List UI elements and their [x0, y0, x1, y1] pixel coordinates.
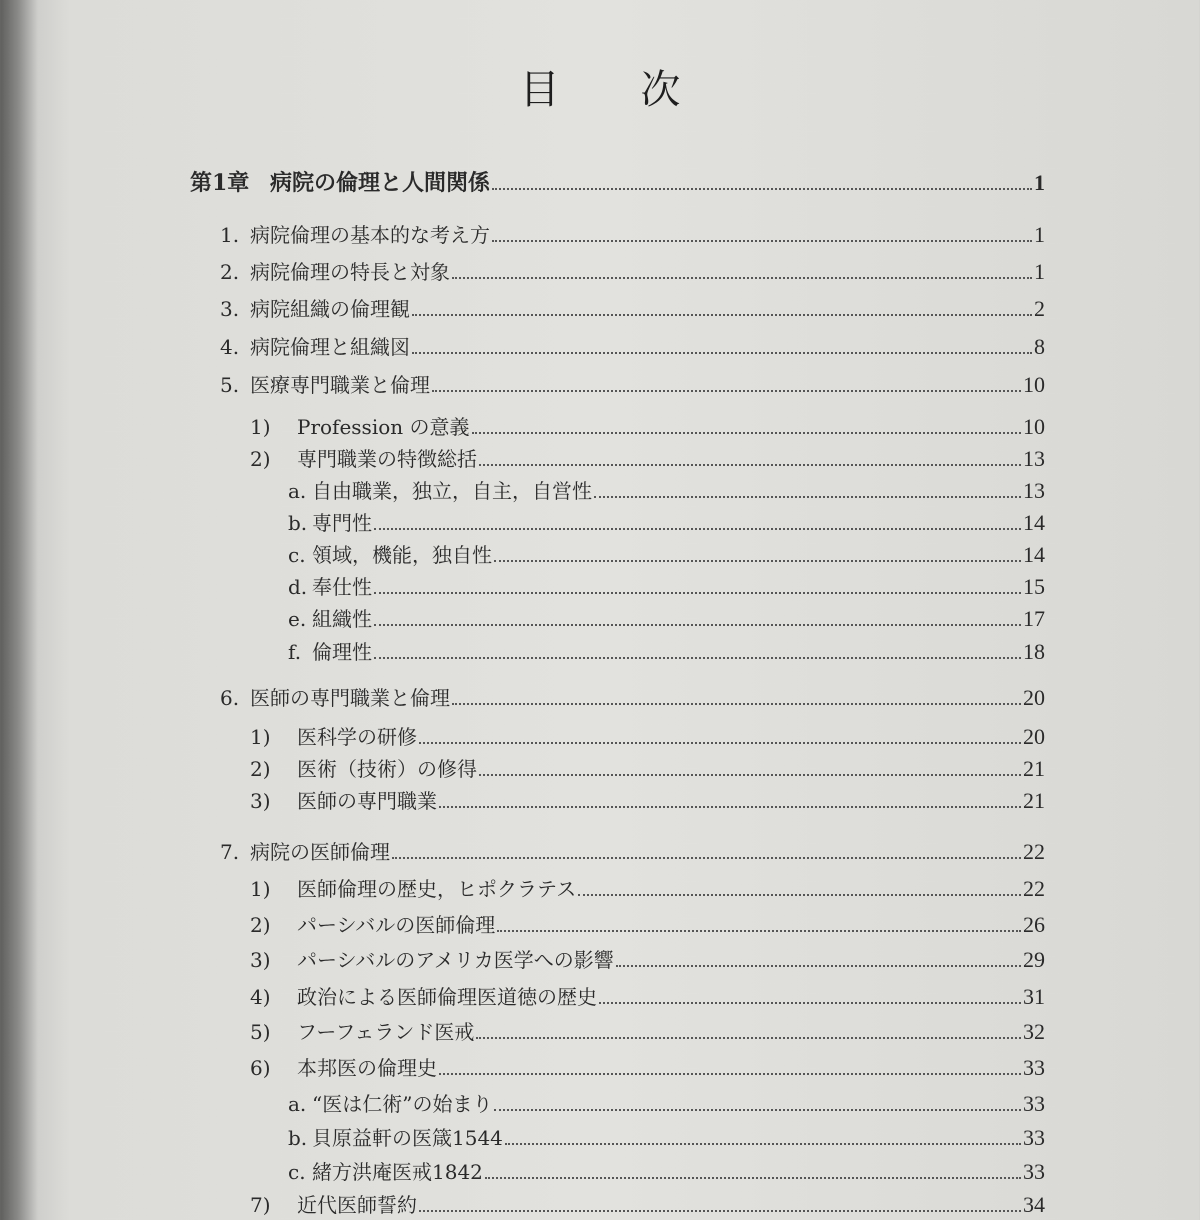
- toc-entry: [250, 1017, 1045, 1047]
- entry-number: 3): [250, 789, 271, 813]
- entry-number: 2): [250, 913, 271, 937]
- entry-page-number: 13: [1023, 446, 1045, 471]
- entry-page-number: 22: [1023, 839, 1045, 864]
- entry-title: 病院倫理と組織図: [250, 335, 410, 359]
- entry-number: c.: [288, 543, 306, 567]
- entry-title: 医科学の研修: [297, 725, 417, 749]
- entry-page-number: 15: [1023, 574, 1045, 599]
- toc-entry: [288, 572, 1045, 602]
- entry-number: 3.: [220, 297, 240, 321]
- entry-title: パーシバルの医師倫理: [297, 913, 496, 937]
- toc-entry: [288, 604, 1045, 634]
- entry-title: “医は仁術”の始まり: [312, 1092, 493, 1116]
- toc-entry: [288, 1157, 1045, 1187]
- entry-title: 医師の専門職業と倫理: [250, 686, 450, 710]
- toc-entry: [250, 1053, 1045, 1083]
- dot-leader: [452, 277, 1032, 279]
- dot-leader: [374, 592, 1021, 594]
- toc-entry: [190, 168, 1045, 198]
- dot-leader: [439, 806, 1021, 808]
- entry-page-number: 2: [1034, 296, 1045, 321]
- entry-number: 2): [250, 447, 271, 471]
- entry-number: 6.: [220, 686, 240, 710]
- dot-leader: [492, 188, 1032, 190]
- entry-title: 医術（技術）の修得: [297, 757, 477, 781]
- entry-page-number: 14: [1023, 510, 1045, 535]
- toc-entry: [288, 1123, 1045, 1153]
- entry-page-number: 22: [1023, 876, 1045, 901]
- toc-entry: [220, 294, 1045, 324]
- entry-title: 自由職業，独立，自主，自営性: [312, 479, 592, 503]
- entry-number: 1): [250, 877, 271, 901]
- entry-title: 倫理性: [312, 640, 372, 664]
- entry-page-number: 1: [1034, 259, 1045, 284]
- toc-title: 目 次: [519, 67, 715, 113]
- toc-entry: [288, 508, 1045, 538]
- entry-title: 医療専門職業と倫理: [250, 373, 430, 397]
- toc-entry: [220, 220, 1045, 250]
- entry-title: 奉仕性: [312, 575, 372, 599]
- entry-number: c.: [288, 1160, 306, 1184]
- entry-title: 領域，機能，独自性: [312, 543, 492, 567]
- entry-title: Profession の意義: [297, 415, 470, 439]
- dot-leader: [485, 1177, 1021, 1179]
- entry-page-number: 33: [1023, 1125, 1045, 1150]
- entry-page-number: 18: [1023, 639, 1045, 664]
- toc-entry: [220, 683, 1045, 713]
- entry-number: 1): [250, 415, 271, 439]
- dot-leader: [476, 1037, 1021, 1039]
- dot-leader: [494, 1109, 1021, 1111]
- entry-number: 5): [250, 1020, 271, 1044]
- dot-leader: [432, 390, 1021, 392]
- entry-title: 貝原益軒の医箴1544: [312, 1126, 503, 1150]
- entry-page-number: 33: [1023, 1055, 1045, 1080]
- toc-entry: [288, 1089, 1045, 1119]
- dot-leader: [494, 560, 1021, 562]
- dot-leader: [419, 742, 1021, 744]
- dot-leader: [412, 314, 1032, 316]
- toc-entry: [250, 1190, 1045, 1220]
- entry-page-number: 10: [1023, 414, 1045, 439]
- entry-number: 1): [250, 725, 271, 749]
- entry-number: 2): [250, 757, 271, 781]
- entry-title: 病院の医師倫理: [250, 840, 390, 864]
- entry-title: 専門職業の特徴総括: [297, 447, 477, 471]
- dot-leader: [374, 624, 1021, 626]
- toc-entry: [250, 444, 1045, 474]
- dot-leader: [392, 857, 1021, 859]
- entry-page-number: 20: [1023, 685, 1045, 710]
- entry-page-number: 29: [1023, 947, 1045, 972]
- entry-number: b.: [288, 1126, 308, 1150]
- toc-entry: [250, 786, 1045, 816]
- entry-number: 7): [250, 1193, 271, 1217]
- toc-entry: [288, 540, 1045, 570]
- toc-entry: [250, 910, 1045, 940]
- toc-entry: [220, 837, 1045, 867]
- entry-number: 3): [250, 948, 271, 972]
- toc-entry: [250, 754, 1045, 784]
- entry-page-number: 21: [1023, 756, 1045, 781]
- dot-leader: [452, 703, 1021, 705]
- dot-leader: [412, 352, 1032, 354]
- entry-page-number: 20: [1023, 724, 1045, 749]
- entry-title: 専門性: [312, 511, 372, 535]
- dot-leader: [374, 657, 1021, 659]
- entry-page-number: 1: [1034, 222, 1045, 247]
- dot-leader: [479, 464, 1021, 466]
- entry-title: パーシバルのアメリカ医学への影響: [297, 948, 614, 972]
- entry-page-number: 33: [1023, 1091, 1045, 1116]
- toc-entry: [250, 874, 1045, 904]
- dot-leader: [616, 965, 1021, 967]
- entry-page-number: 13: [1023, 478, 1045, 503]
- entry-title: 病院組織の倫理観: [250, 297, 410, 321]
- entry-title: 近代医師誓約: [297, 1193, 417, 1217]
- dot-leader: [492, 240, 1032, 242]
- toc-entry: [220, 257, 1045, 287]
- entry-title: 医師の専門職業: [297, 789, 437, 813]
- entry-page-number: 32: [1023, 1019, 1045, 1044]
- entry-number: 5.: [220, 373, 240, 397]
- entry-title: 病院の倫理と人間関係: [270, 171, 491, 196]
- entry-page-number: 17: [1023, 606, 1045, 631]
- entry-number: 4.: [220, 335, 240, 359]
- entry-title: 病院倫理の特長と対象: [250, 260, 450, 284]
- entry-page-number: 1: [1034, 170, 1045, 195]
- entry-title: 病院倫理の基本的な考え方: [250, 223, 490, 247]
- entry-number: b.: [288, 511, 308, 535]
- dot-leader: [419, 1210, 1021, 1212]
- dot-leader: [472, 432, 1022, 434]
- entry-number: 1.: [220, 223, 240, 247]
- entry-title: フーフェランド医戒: [297, 1020, 475, 1044]
- entry-number: 7.: [220, 840, 240, 864]
- toc-entry: [250, 722, 1045, 752]
- toc-entry: [220, 332, 1045, 362]
- toc-entry: [220, 370, 1045, 400]
- entry-page-number: 21: [1023, 788, 1045, 813]
- toc-entry: [250, 945, 1045, 975]
- entry-number: 4): [250, 985, 271, 1009]
- dot-leader: [439, 1073, 1021, 1075]
- dot-leader: [497, 930, 1021, 932]
- dot-leader: [578, 894, 1021, 896]
- entry-title: 本邦医の倫理史: [297, 1056, 437, 1080]
- entry-page-number: 10: [1023, 372, 1045, 397]
- dot-leader: [479, 774, 1021, 776]
- entry-title: 緒方洪庵医戒1842: [312, 1160, 483, 1184]
- entry-title: 政治による医師倫理医道徳の歴史: [297, 985, 597, 1009]
- entry-page-number: 14: [1023, 542, 1045, 567]
- entry-number: 第1章: [190, 170, 250, 196]
- dot-leader: [505, 1143, 1021, 1145]
- entry-number: d.: [288, 575, 308, 599]
- entry-number: 6): [250, 1056, 271, 1080]
- toc-entry: [250, 412, 1045, 442]
- entry-page-number: 34: [1023, 1192, 1045, 1217]
- entry-number: a.: [288, 479, 307, 503]
- toc-entry: [288, 637, 1045, 667]
- dot-leader: [374, 528, 1021, 530]
- entry-page-number: 33: [1023, 1159, 1045, 1184]
- toc-entry: [250, 982, 1045, 1012]
- entry-number: 2.: [220, 260, 240, 284]
- toc-entry: [288, 476, 1045, 506]
- entry-page-number: 26: [1023, 912, 1045, 937]
- entry-number: a.: [288, 1092, 307, 1116]
- entry-title: 医師倫理の歴史，ヒポクラテス: [297, 877, 577, 901]
- entry-number: f.: [288, 640, 302, 664]
- entry-number: e.: [288, 607, 307, 631]
- dot-leader: [599, 1002, 1021, 1004]
- entry-page-number: 31: [1023, 984, 1045, 1009]
- entry-title: 組織性: [312, 607, 372, 631]
- dot-leader: [594, 496, 1021, 498]
- entry-page-number: 8: [1034, 334, 1045, 359]
